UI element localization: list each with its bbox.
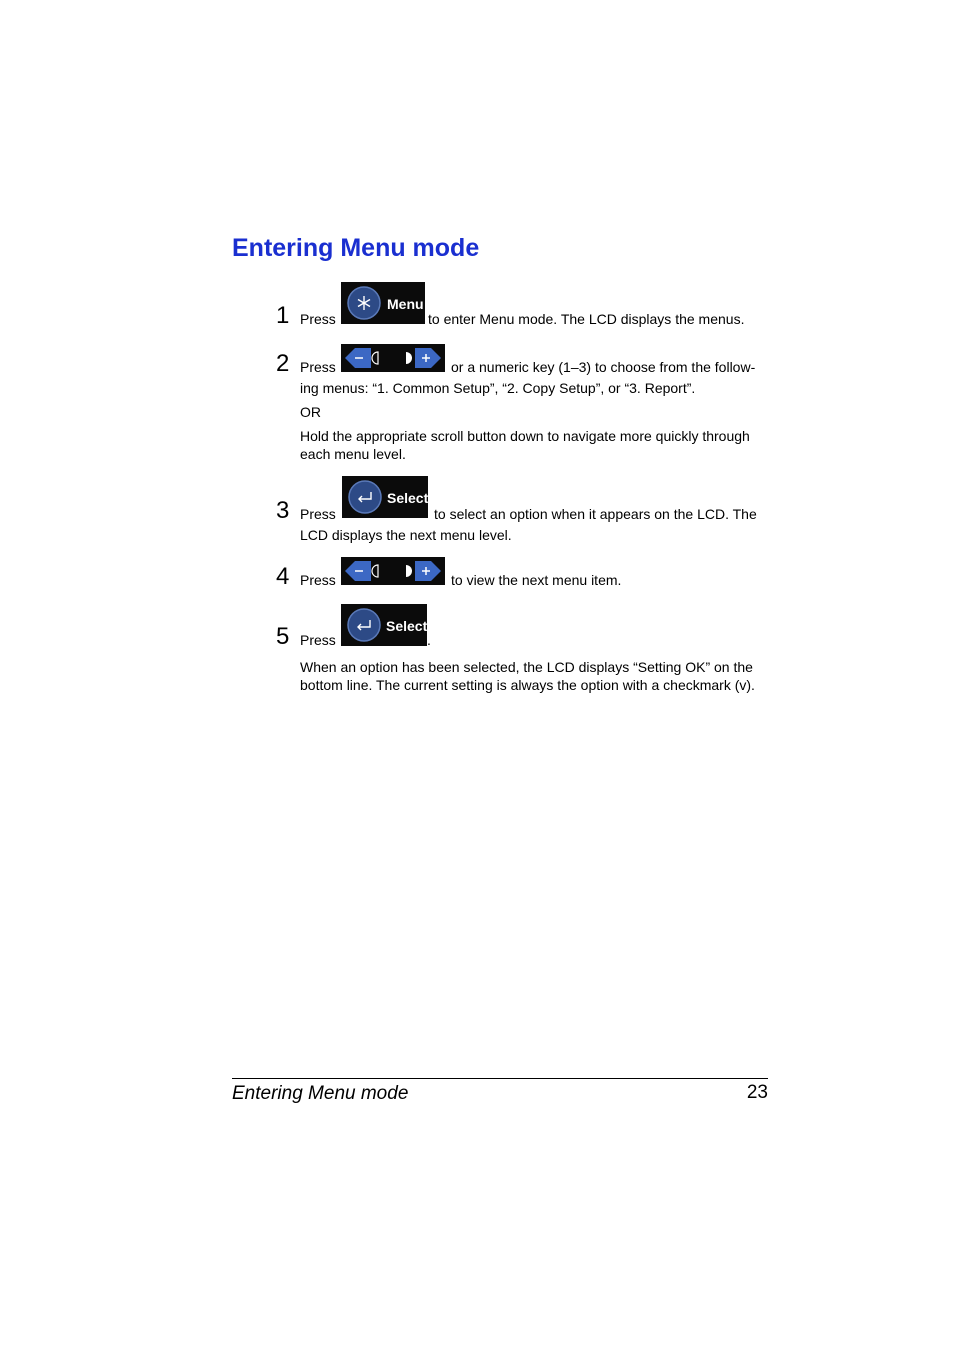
step-number: 5 xyxy=(276,623,290,650)
select-button[interactable] xyxy=(342,476,428,518)
footer-title: Entering Menu mode xyxy=(232,1083,409,1104)
step-text: to select an option when it appears on the LCD. The xyxy=(434,506,757,522)
step-text: ing menus: “1. Common Setup”, “2. Copy Setup”, or “3. Report”. xyxy=(300,380,696,396)
step-press-label: Press xyxy=(300,632,336,648)
menu-button[interactable] xyxy=(341,282,425,324)
step-number: 3 xyxy=(276,497,290,524)
step-number: 1 xyxy=(276,302,290,329)
step-text: or a numeric key (1–3) to choose from the follow- xyxy=(451,359,756,375)
step-press-label: Press xyxy=(300,572,336,588)
step-text: to view the next menu item. xyxy=(451,572,622,588)
step-number: 2 xyxy=(276,350,290,377)
page-number: 23 xyxy=(746,1082,768,1103)
footer-divider xyxy=(232,1078,768,1079)
step-press-label: Press xyxy=(300,506,336,522)
select-button-label: Select xyxy=(387,490,428,506)
step-or: OR xyxy=(300,404,321,420)
step-press-label: Press xyxy=(300,359,336,375)
scroll-buttons[interactable] xyxy=(341,557,445,585)
step-press-label: Press xyxy=(300,311,336,327)
step-text: When an option has been selected, the LCD displays “Setting OK” on the xyxy=(300,659,753,675)
step-text: LCD displays the next menu level. xyxy=(300,527,512,543)
step-text: bottom line. The current setting is always the option with a checkmark (v). xyxy=(300,677,755,693)
scroll-buttons[interactable] xyxy=(341,344,445,372)
select-button-label: Select xyxy=(386,618,427,634)
step-text: Hold the appropriate scroll button down to navigate more quickly through xyxy=(300,428,750,444)
step-number: 4 xyxy=(276,563,290,590)
page-title: Entering Menu mode xyxy=(232,234,480,262)
step-text: each menu level. xyxy=(300,446,406,462)
step-text: . xyxy=(427,632,431,648)
step-text: to enter Menu mode. The LCD displays the menus. xyxy=(428,311,745,327)
menu-button-label: Menu xyxy=(387,296,424,312)
select-button[interactable] xyxy=(341,604,427,646)
